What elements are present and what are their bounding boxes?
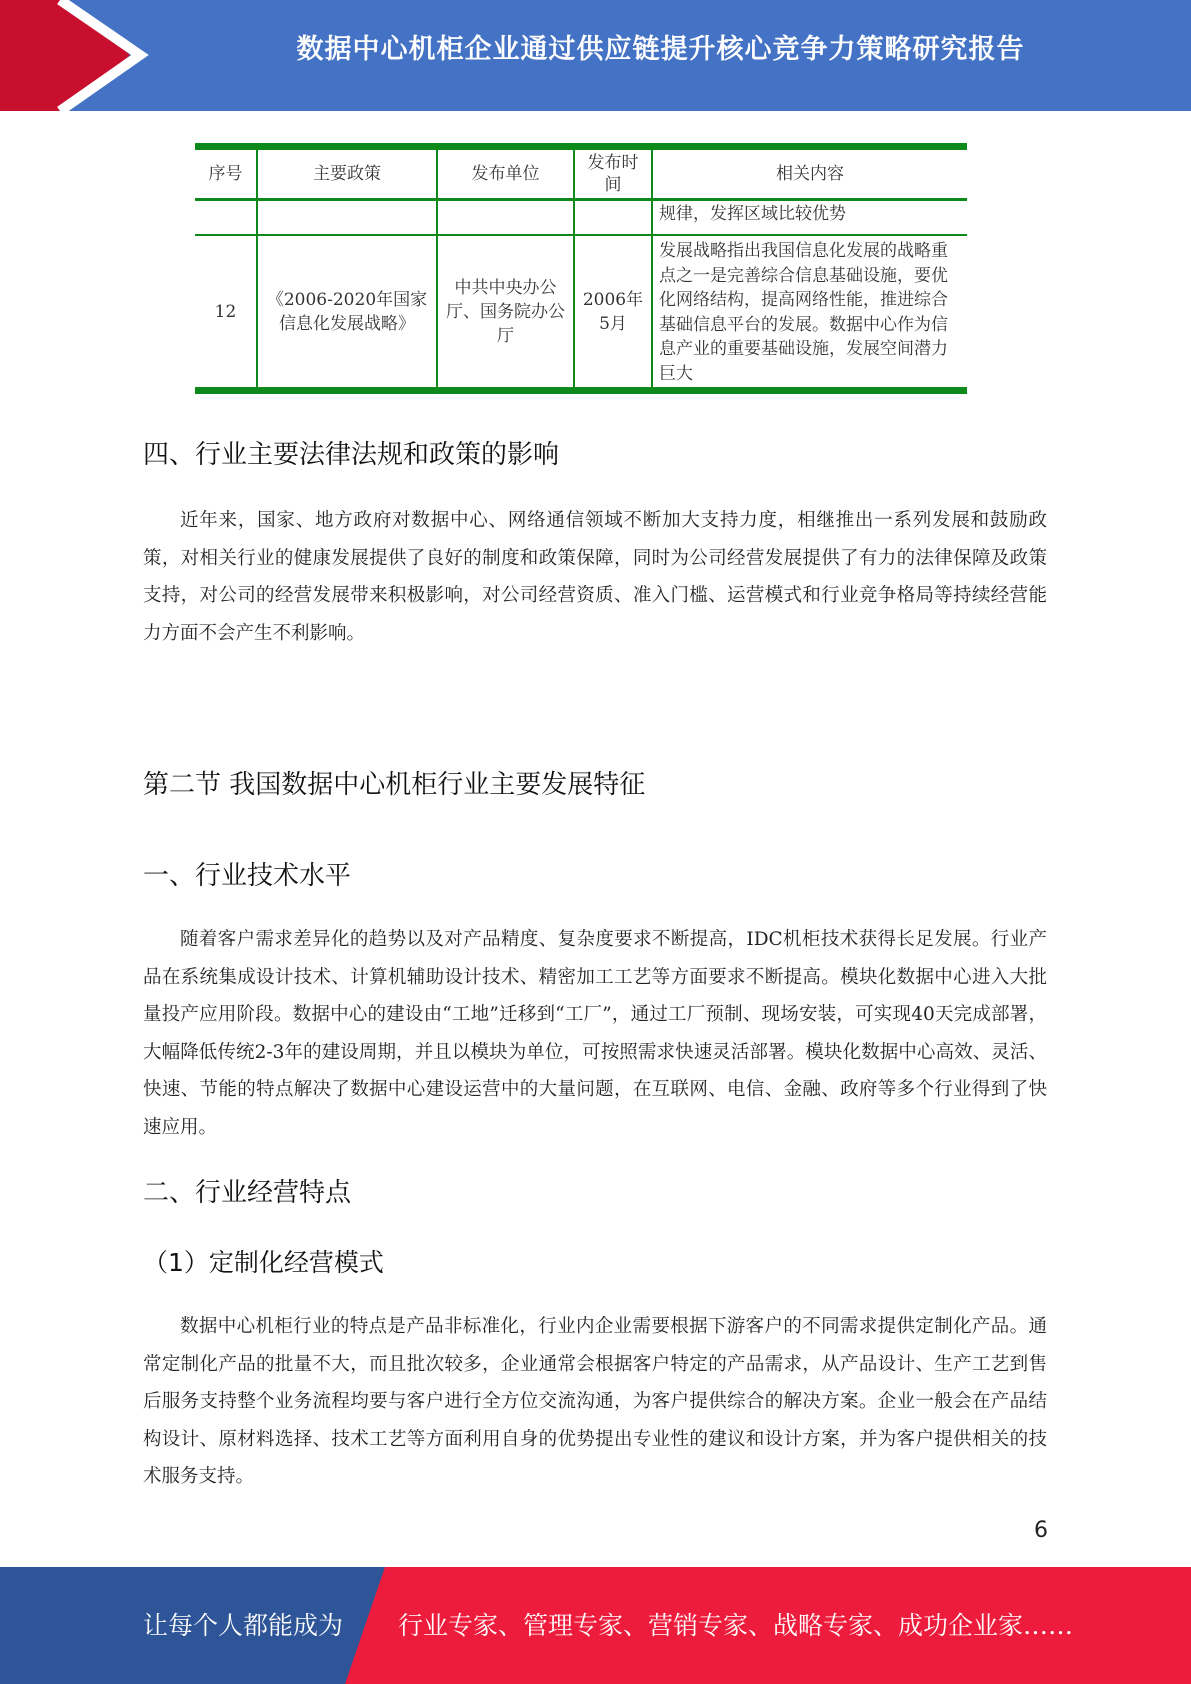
cell-policy [257,200,437,236]
cell-issuer: 中共中央办公厅、国务院办公厅 [437,235,574,391]
cell-no [195,200,257,236]
section-heading-4: 四、行业主要法律法规和政策的影响 [143,440,560,470]
col-header-no: 序号 [195,147,257,200]
section-heading-1: 一、行业技术水平 [143,861,352,891]
page-number: 6 [1034,1518,1048,1543]
chapter-heading: 第二节 我国数据中心机柜行业主要发展特征 [143,770,646,800]
subsection-2-1-paragraph: 数据中心机柜行业的特点是产品非标准化，行业内企业需要根据下游客户的不同需求提供定制化产品。通常定制化产品的批量不大，而且批次较多，企业通常会根据客户特定的产品需求，从产品设计、生产工艺到售后服务支持整个业务流程均要与客户进行全方位交流沟通，为客户提供综合的解决方案。企业一般会在产品结构设计、原材料选择、技术工艺等方面利用自身的优势提出专业性的建议和设计方案，并为客户提供相关的技术服务支持。 [143,1316,1047,1487]
report-title: 数据中心机柜企业通过供应链提升核心竞争力策略研究报告 [296,34,1025,65]
cell-no: 12 [195,235,257,391]
cell-date: 2006年5月 [574,235,652,391]
cell-content: 发展战略指出我国信息化发展的战略重点之一是完善综合信息基础设施，要优化网络结构，提高网络性能，推进综合基础信息平台的发展。数据中心作为信息产业的重要基础设施，发展空间潜力巨大 [652,235,967,391]
table-row [195,200,967,236]
col-header-content: 相关内容 [652,147,967,200]
header-banner [0,0,1191,111]
policy-table [195,143,967,394]
footer-slogan-right: 行业专家、管理专家、营销专家、战略专家、成功企业家…… [398,1611,1074,1640]
section-heading-2: 二、行业经营特点 [143,1178,352,1208]
cell-issuer [437,200,574,236]
cell-date [574,200,652,236]
table-row [195,235,967,391]
col-header-issuer: 发布单位 [437,147,574,200]
col-header-policy: 主要政策 [257,147,437,200]
col-header-date: 发布时间 [574,147,652,200]
cell-policy: 《2006-2020年国家信息化发展战略》 [257,235,437,391]
section-4-paragraph: 近年来，国家、地方政府对数据中心、网络通信领域不断加大支持力度，相继推出一系列发展和鼓励政策，对相关行业的健康发展提供了良好的制度和政策保障，同时为公司经营发展提供了有力的法律保障及政策支持，对公司的经营发展带来积极影响，对公司经营资质、准入门槛、运营模式和行业竞争格局等持续经营能力方面不会产生不利影响。 [143,510,1047,644]
footer-banner [0,1567,1191,1684]
footer-slogan-left: 让每个人都能成为 [143,1611,344,1640]
cell-content: 规律，发挥区域比较优势 [652,200,967,236]
subsection-heading-2-1: （1）定制化经营模式 [143,1248,384,1277]
section-1-paragraph: 随着客户需求差异化的趋势以及对产品精度、复杂度要求不断提高，IDC机柜技术获得长足发展。行业产品在系统集成设计技术、计算机辅助设计技术、精密加工工艺等方面要求不断提高。模块化数据中心进入大批量投产应用阶段。数据中心的建设由“工地”迁移到“工厂”，通过工厂预制、现场安装，可实现40天完成部署，大幅降低传统2-3年的建设周期，并且以模块为单位，可按照需求快速灵活部署。模块化数据中心高效、灵活、快速、节能的特点解决了数据中心建设运营中的大量问题，在互联网、电信、金融、政府等多个行业得到了快速应用。 [143,929,1047,1138]
table-header-row [195,147,967,200]
